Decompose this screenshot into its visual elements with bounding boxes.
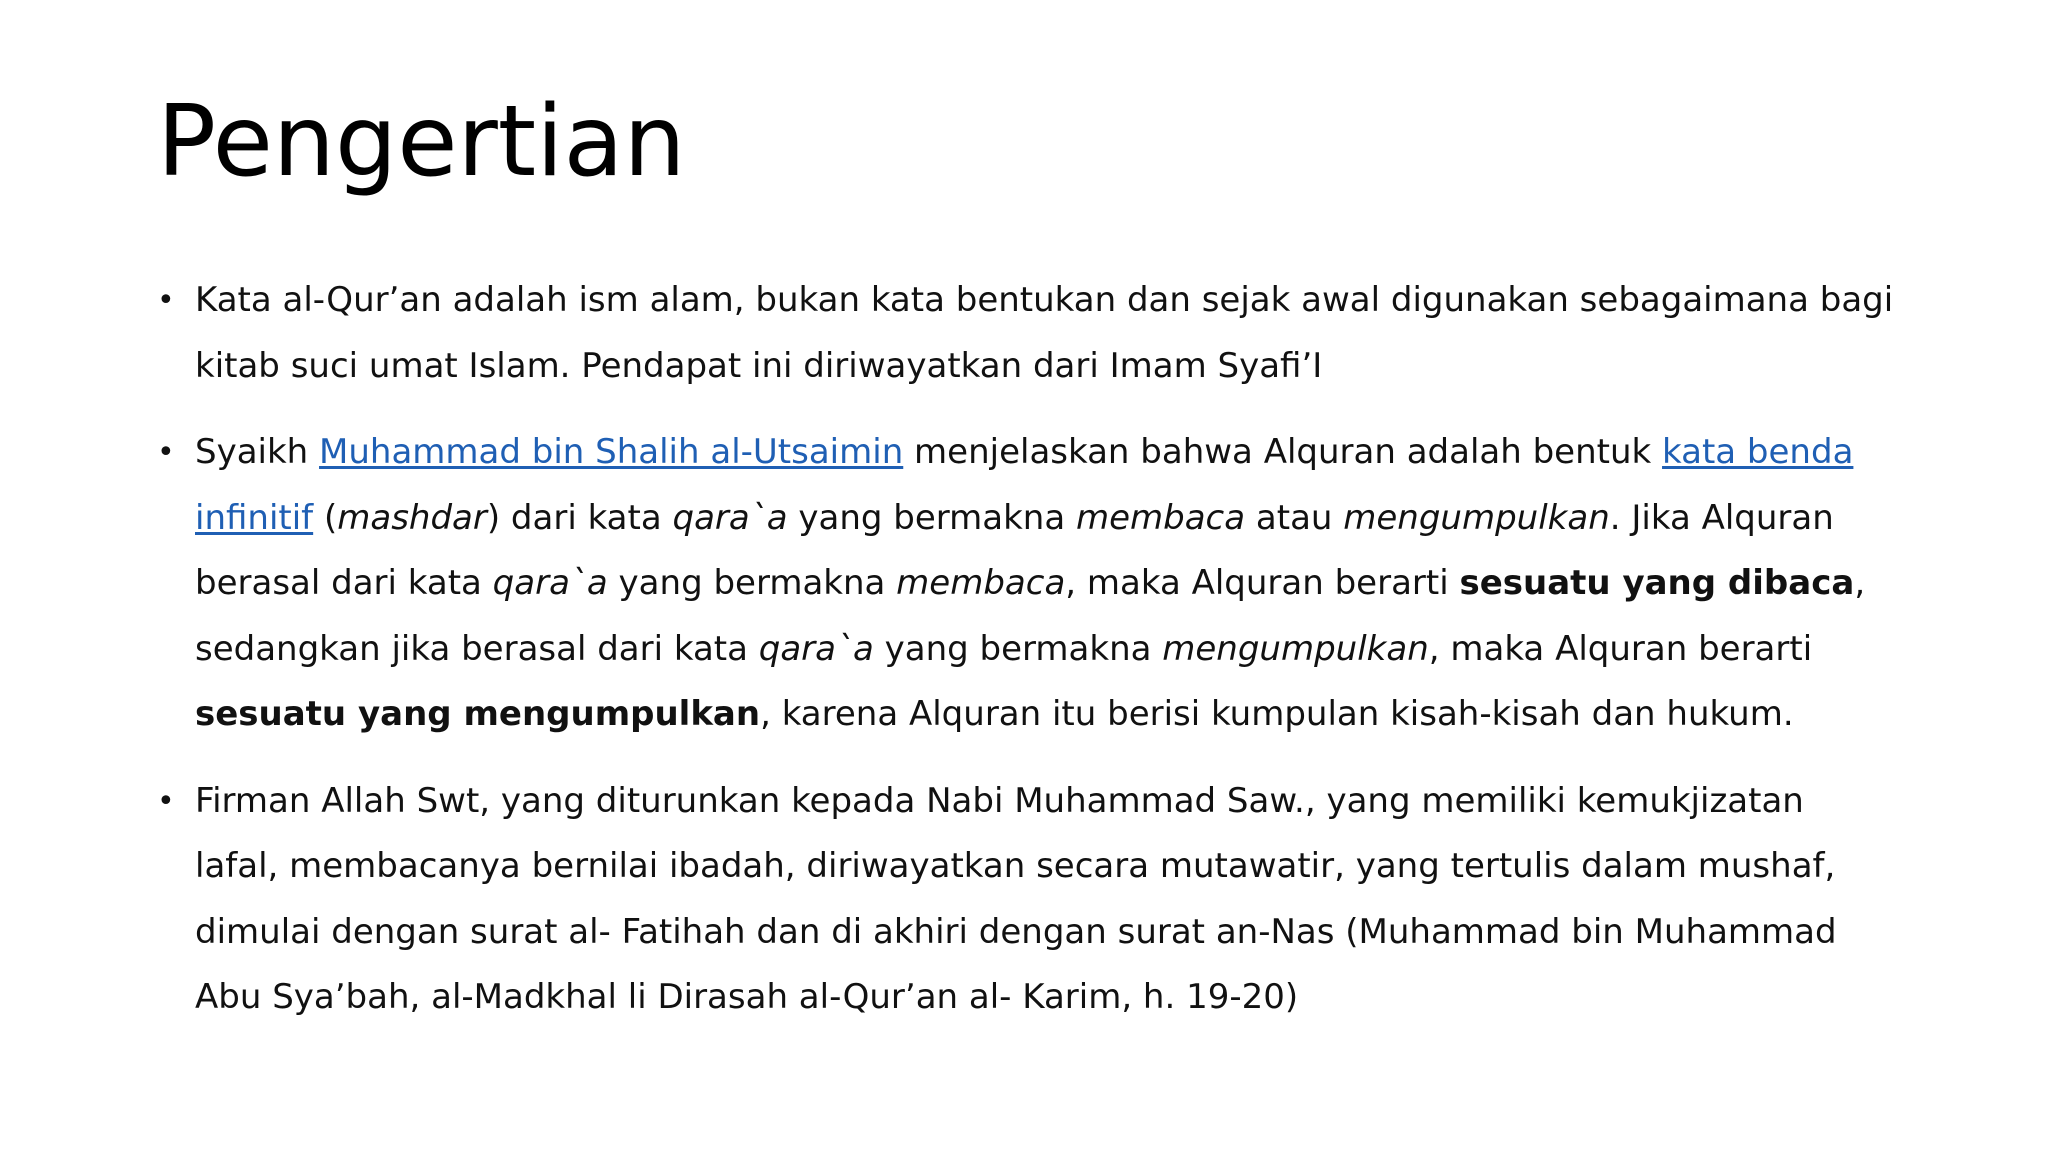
bullet-text bbox=[195, 432, 1865, 734]
text-segment: menjelaskan bahwa Alquran adalah bentuk bbox=[903, 432, 1663, 472]
text-segment: atau bbox=[1245, 497, 1344, 538]
bullet-list bbox=[157, 268, 1897, 1052]
text-segment: yang bermakna bbox=[873, 628, 1163, 669]
italic-term: mashdar bbox=[337, 497, 487, 538]
bullet-dot-icon: • bbox=[157, 783, 175, 819]
text-segment: yang bermakna bbox=[787, 497, 1076, 538]
italic-term: qara`a bbox=[672, 497, 788, 538]
link-utsaimin[interactable]: Muhammad bin Shalih al-Utsaimin bbox=[319, 432, 904, 472]
text-segment: , sedangkan jika berasal dari kata bbox=[195, 563, 1866, 669]
text-segment: ( bbox=[313, 497, 338, 538]
bullet-dot-icon: • bbox=[157, 283, 175, 318]
bullet-item-firman-allah bbox=[157, 769, 1897, 1031]
text-segment: , karena Alquran itu berisi kumpulan kisah-kisah dan hukum. bbox=[760, 694, 1794, 734]
text-segment: . Jika Alquran berasal dari kata bbox=[195, 497, 1834, 603]
text-segment: ) dari kata bbox=[486, 497, 673, 538]
bold-term: sesuatu yang dibaca bbox=[1459, 563, 1855, 603]
bullet-item-utsaimin bbox=[157, 420, 1897, 748]
italic-term: membaca bbox=[896, 563, 1066, 603]
text-segment: yang bermakna bbox=[607, 563, 897, 603]
text-segment: Syaikh bbox=[195, 432, 320, 472]
bold-term: sesuatu yang mengumpulkan bbox=[195, 694, 761, 734]
italic-term: membaca bbox=[1075, 497, 1246, 538]
italic-term: mengumpulkan bbox=[1343, 497, 1610, 538]
bullet-item-ism-alam bbox=[157, 268, 1897, 399]
slide-title: Pengertian bbox=[157, 85, 686, 199]
text-segment: , maka Alquran berarti bbox=[1065, 563, 1460, 603]
italic-term: qara`a bbox=[492, 563, 608, 603]
bullet-dot-icon: • bbox=[157, 435, 175, 470]
italic-term: mengumpulkan bbox=[1162, 628, 1429, 669]
bullet-text: Kata al-Qur’an adalah ism alam, bukan kata bentukan dan sejak awal digunakan sebagaimana bagi kitab suci umat Islam. Pendapat ini diriwayatkan dari Imam Syafi’I bbox=[195, 280, 1894, 386]
italic-term: qara`a bbox=[758, 628, 874, 669]
link-kata-benda-infinitif[interactable]: kata benda infinitif bbox=[195, 432, 1854, 538]
text-segment: , maka Alquran berarti bbox=[1428, 628, 1813, 669]
bullet-text: Firman Allah Swt, yang diturunkan kepada Nabi Muhammad Saw., yang memiliki kemukjizatan lafal, membacanya bernilai ibadah, diriwayatkan secara mutawatir, yang tertulis dalam mushaf, dimulai dengan surat al- Fatihah dan di akhiri dengan surat an-Nas (Muhammad bin Muhammad Abu Sya’bah, al-Madkhal li Dirasah al-Qur’an al- Karim, h. 19-20) bbox=[195, 780, 1837, 1017]
